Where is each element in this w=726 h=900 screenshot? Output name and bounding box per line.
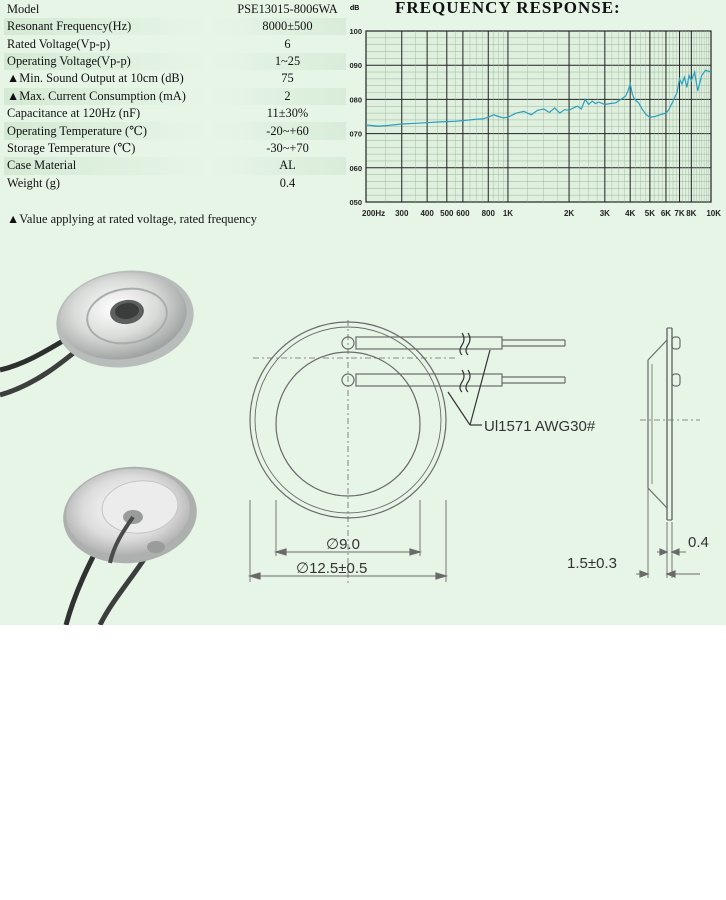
x-tick-label: 3K bbox=[599, 209, 610, 218]
cable-label: Ul1571 AWG30# bbox=[484, 418, 596, 435]
spec-label: Rated Voltage(Vp-p) bbox=[7, 36, 111, 51]
height-dimension-label: 1.5±0.3 bbox=[567, 555, 617, 572]
spec-value: 2 bbox=[284, 88, 291, 103]
x-tick-label: 300 bbox=[395, 209, 409, 218]
spec-label: ▲Max. Current Consumption (mA) bbox=[7, 88, 186, 103]
y-tick-label: 080 bbox=[349, 95, 362, 105]
y-tick-label: 070 bbox=[349, 129, 362, 139]
spec-value: -20~+60 bbox=[266, 123, 309, 138]
x-tick-label: 4K bbox=[625, 209, 636, 218]
x-tick-label: 2K bbox=[563, 209, 575, 218]
x-tick-label: 400 bbox=[420, 209, 434, 218]
spec-label: Storage Temperature (℃) bbox=[7, 141, 136, 156]
spec-value: 6 bbox=[284, 36, 291, 51]
x-tick-label: 10K bbox=[706, 209, 721, 218]
outer-diameter-label: ∅12.5±0.5 bbox=[296, 560, 368, 577]
x-tick-label: 5K bbox=[644, 209, 655, 218]
x-tick-label: 200Hz bbox=[362, 209, 386, 218]
spec-label: Resonant Frequency(Hz) bbox=[7, 19, 132, 34]
x-tick-label: 600 bbox=[456, 209, 470, 218]
spec-value: 0.4 bbox=[279, 175, 296, 190]
thickness-dimension-label: 0.4 bbox=[688, 534, 709, 551]
y-tick-label: 060 bbox=[349, 163, 362, 173]
x-tick-label: 500 bbox=[440, 209, 454, 218]
spec-value: -30~+70 bbox=[266, 140, 309, 155]
spec-note: ▲Value applying at rated voltage, rated frequency bbox=[7, 212, 257, 226]
chart-title: FREQUENCY RESPONSE: bbox=[395, 0, 621, 17]
spec-label: Capacitance at 120Hz (nF) bbox=[7, 106, 141, 121]
spec-label: Operating Temperature (℃) bbox=[7, 124, 148, 139]
x-tick-label: 6K bbox=[660, 209, 672, 218]
spec-label: Case Material bbox=[7, 158, 77, 173]
spec-value: 11±30% bbox=[266, 106, 309, 121]
x-tick-label: 7K bbox=[674, 209, 685, 218]
spec-label: Weight (g) bbox=[7, 175, 61, 190]
spec-value: 75 bbox=[281, 71, 294, 86]
x-tick-label: 1K bbox=[502, 209, 514, 218]
spec-value: AL bbox=[279, 158, 296, 173]
spec-header-value: PSE13015-8006WA bbox=[237, 2, 338, 16]
spec-header-label: Model bbox=[7, 2, 40, 16]
y-axis-label: dB bbox=[350, 5, 360, 12]
inner-diameter-label: ∅9.0 bbox=[326, 536, 360, 553]
spec-label: ▲Min. Sound Output at 10cm (dB) bbox=[7, 71, 184, 86]
y-tick-label: 100 bbox=[349, 27, 362, 36]
spec-label: Operating Voltage(Vp-p) bbox=[7, 53, 131, 68]
y-tick-label: 050 bbox=[349, 198, 362, 207]
spec-value: 1~25 bbox=[274, 53, 301, 68]
spec-value: 8000±500 bbox=[262, 19, 313, 34]
y-tick-label: 090 bbox=[349, 61, 362, 71]
x-tick-label: 800 bbox=[481, 209, 495, 218]
x-tick-label: 8K bbox=[686, 209, 697, 218]
